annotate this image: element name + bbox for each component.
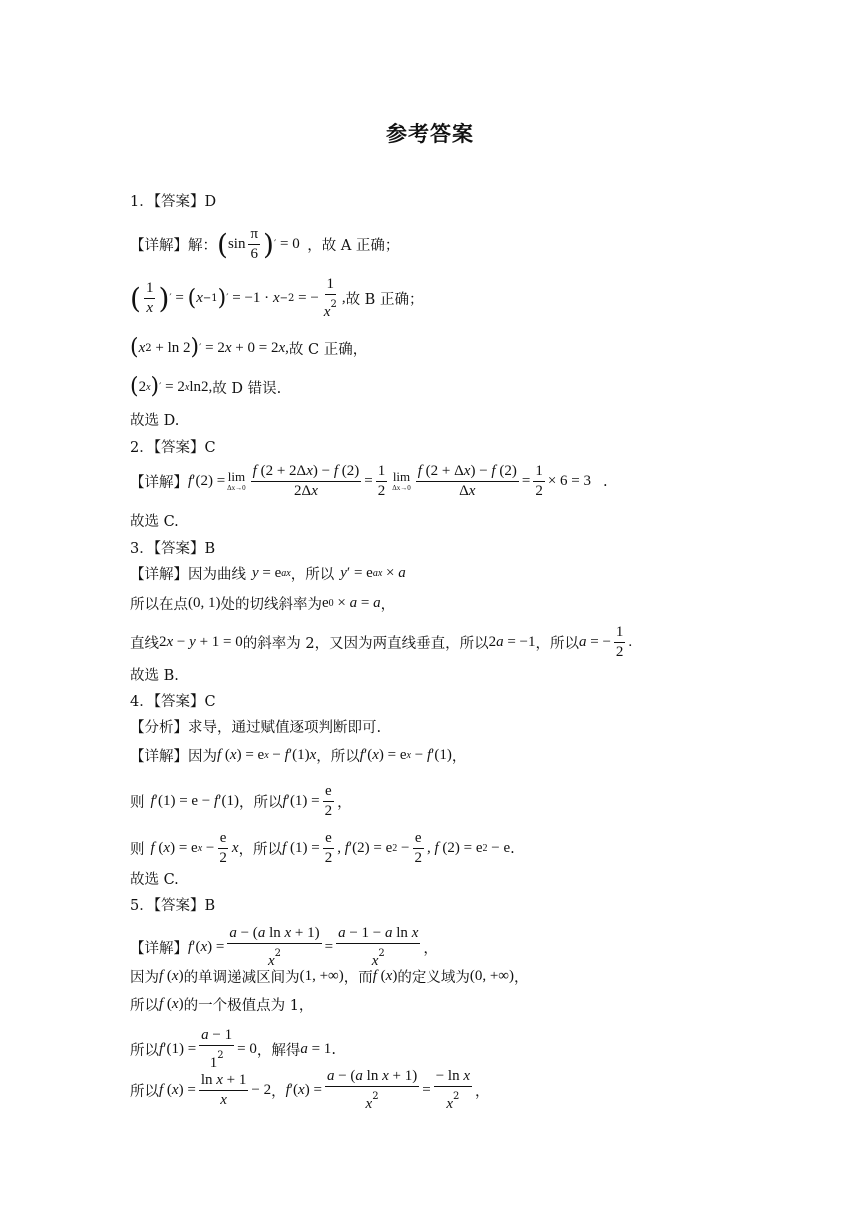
q2-conclusion: 故选 C. — [130, 514, 179, 530]
q4-text: 【详解】因为 — [130, 749, 217, 765]
q4-text: ，所以 — [316, 749, 360, 765]
q1-answer — [130, 190, 216, 211]
q5-text: ， — [475, 1084, 490, 1100]
q3-text: 直线 — [130, 636, 159, 652]
q1-d-tail: 故 D 错误. — [212, 380, 282, 397]
q5-detail-1: 【详解】 f ′( x ) = $\frac{\text{a − (a ln x + 1)}}{x^2}$ = $\frac{\text{a − 1 − a ln x}}{x^2}$ ， — [130, 925, 438, 969]
q3-detail-2: 所以在点 (0, 1) 处的切线斜率为 e 0 × a = a ， — [130, 595, 396, 613]
q5-detail-4: 所以 f ′(1) = $\frac{a - 1}{1^2}$ = 0 ，解得 a = 1 . — [130, 1027, 336, 1071]
q5-answer: 5．【答案】B — [130, 898, 216, 914]
q5-text: 所以 — [130, 1084, 159, 1100]
q1-detail-c: ( x 2 + ln 2 ) ′ = 2 x + 0 = 2 x , 故 C 正确， — [130, 335, 368, 360]
q1-detail-b: ( $\frac{1}{x}$ ) ′ = ( x −1 ) ′ = −1 · x −2 = − $\frac{1}{x^2}$ , 故 B 正确； — [130, 276, 424, 320]
q4-detail-1: 【详解】因为 f ( x ) = e x − f ′(1) x ，所以 f ′( x ) = e x − f ′(1) ， — [130, 747, 467, 765]
q5-text: ， — [514, 970, 529, 986]
q4-text: 则 — [130, 795, 145, 811]
q4-text: ， — [451, 749, 467, 765]
q4-detail-2: 则 f ′(1) = e − f ′(1) ，所以 f ′(1) = $\frac{e}{2}$ ， — [130, 783, 352, 819]
q1-b-tail: 故 B 正确； — [345, 292, 424, 308]
q5-text: 因为 — [130, 970, 159, 986]
q2-tail: . — [602, 473, 608, 490]
q3-detail-3: 直线 2 x − y + 1 = 0 的斜率为 2，又因为两直线垂直，所以 2 a = −1 ，所以 a = − $\frac{1}{2}$ . — [130, 624, 633, 660]
q2-detail-label: 【详解】 — [130, 475, 188, 491]
q5-text: 的单调递减区间为 — [183, 970, 300, 986]
formula-fraction: $\frac{\pi}{6}$ — [250, 226, 259, 262]
q1-a-tail: ，故 A 正确； — [307, 238, 400, 254]
q1-detail-a: 【详解】解： ( sin $\frac{\pi}{6}$ ) ′ = 0 ，故 A 正确； — [130, 226, 400, 262]
q5-text: 所以 — [130, 998, 159, 1014]
q3-text: ， — [380, 597, 396, 613]
q5-text: . — [331, 1041, 336, 1058]
q3-text: 所以在点 — [130, 597, 188, 613]
q5-detail-2: 因为 f ( x ) 的单调递减区间为 (1, +∞) ，而 f ( x ) 的定义域为 (0, +∞) ， — [130, 968, 529, 986]
q3-answer: 3．【答案】B — [130, 541, 216, 557]
q3-detail-1: 【详解】因为曲线 y = e ax ，所以 y ′ = e ax × a — [130, 565, 406, 583]
q5-detail-3: 所以 f ( x ) 的一个极值点为 1， — [130, 996, 314, 1014]
q5-text: 所以 — [130, 1043, 159, 1059]
q4-text: ，所以 — [238, 842, 283, 858]
q4-answer: 4．【答案】C — [130, 694, 216, 710]
q5-detail-5: 所以 f ( x ) = $\frac{\text{ln x + 1}}{x}$ − 2 ， f ′( x ) = $\frac{\text{a − (a ln x + 1)}}{x^2}$ = $\frac{\text{− ln x}}{x^2}$ ， — [130, 1068, 490, 1112]
q4-text: 则 — [130, 842, 145, 858]
q1-conclusion: 故选 D. — [130, 413, 180, 429]
q1-c-tail: 故 C 正确， — [288, 341, 368, 358]
q5-text: ， — [271, 1084, 286, 1100]
q5-detail-label: 【详解】 — [130, 941, 188, 957]
q3-text: 【详解】因为曲线 — [130, 567, 246, 583]
q4-text: ，所以 — [238, 795, 283, 811]
q3-text: ，所以 — [535, 636, 579, 652]
q2-detail: 【详解】 f ′ (2) = lim Δx→0 $\frac{f (2 + 2\Delta x) - f (2)}{2\Delta x}$ = $\frac{1}{2}$ lim Δx→0 $\frac{f (2 + \Delta x) - f (2)}{\Delta x}$ = $\frac{1}{2}$ × 6 = 3 . — [130, 463, 608, 499]
q2-answer: 2．【答案】C — [130, 440, 216, 456]
q4-analysis: 【分析】求导，通过赋值逐项判断即可. — [130, 720, 382, 736]
q4-text: ， — [337, 795, 352, 811]
q3-text: ，所以 — [290, 567, 335, 583]
q3-conclusion: 故选 B. — [130, 668, 179, 684]
q5-text: 的定义域为 — [397, 970, 470, 986]
q5-text: 的一个极值点为 1， — [183, 998, 314, 1014]
q3-text: 处的切线斜率为 — [220, 597, 322, 613]
q5-text: ，解得 — [256, 1043, 301, 1059]
q4-detail-3: 则 f ( x ) = e x − $\frac{e}{2}$ x ，所以 f (1) = $\frac{e}{2}$ , f ′(2) = e 2 − $\frac{e}{2}$ , f (2) = e 2 − e . — [130, 830, 515, 866]
q5-text: ，而 — [343, 970, 373, 986]
page-title: 参考答案 — [386, 122, 474, 146]
q1-answer-text: 1．【答案】D — [130, 194, 217, 210]
q4-text: . — [510, 840, 515, 857]
q1-detail-label: 【详解】解： — [130, 238, 217, 254]
q1-detail-d: ( 2 x ) ′ = 2 x ln2, 故 D 错误. — [130, 374, 282, 399]
q3-text: 的斜率为 2，又因为两直线垂直，所以 — [242, 636, 489, 652]
q5-text: ， — [423, 941, 438, 957]
q4-conclusion: 故选 C. — [130, 872, 179, 888]
